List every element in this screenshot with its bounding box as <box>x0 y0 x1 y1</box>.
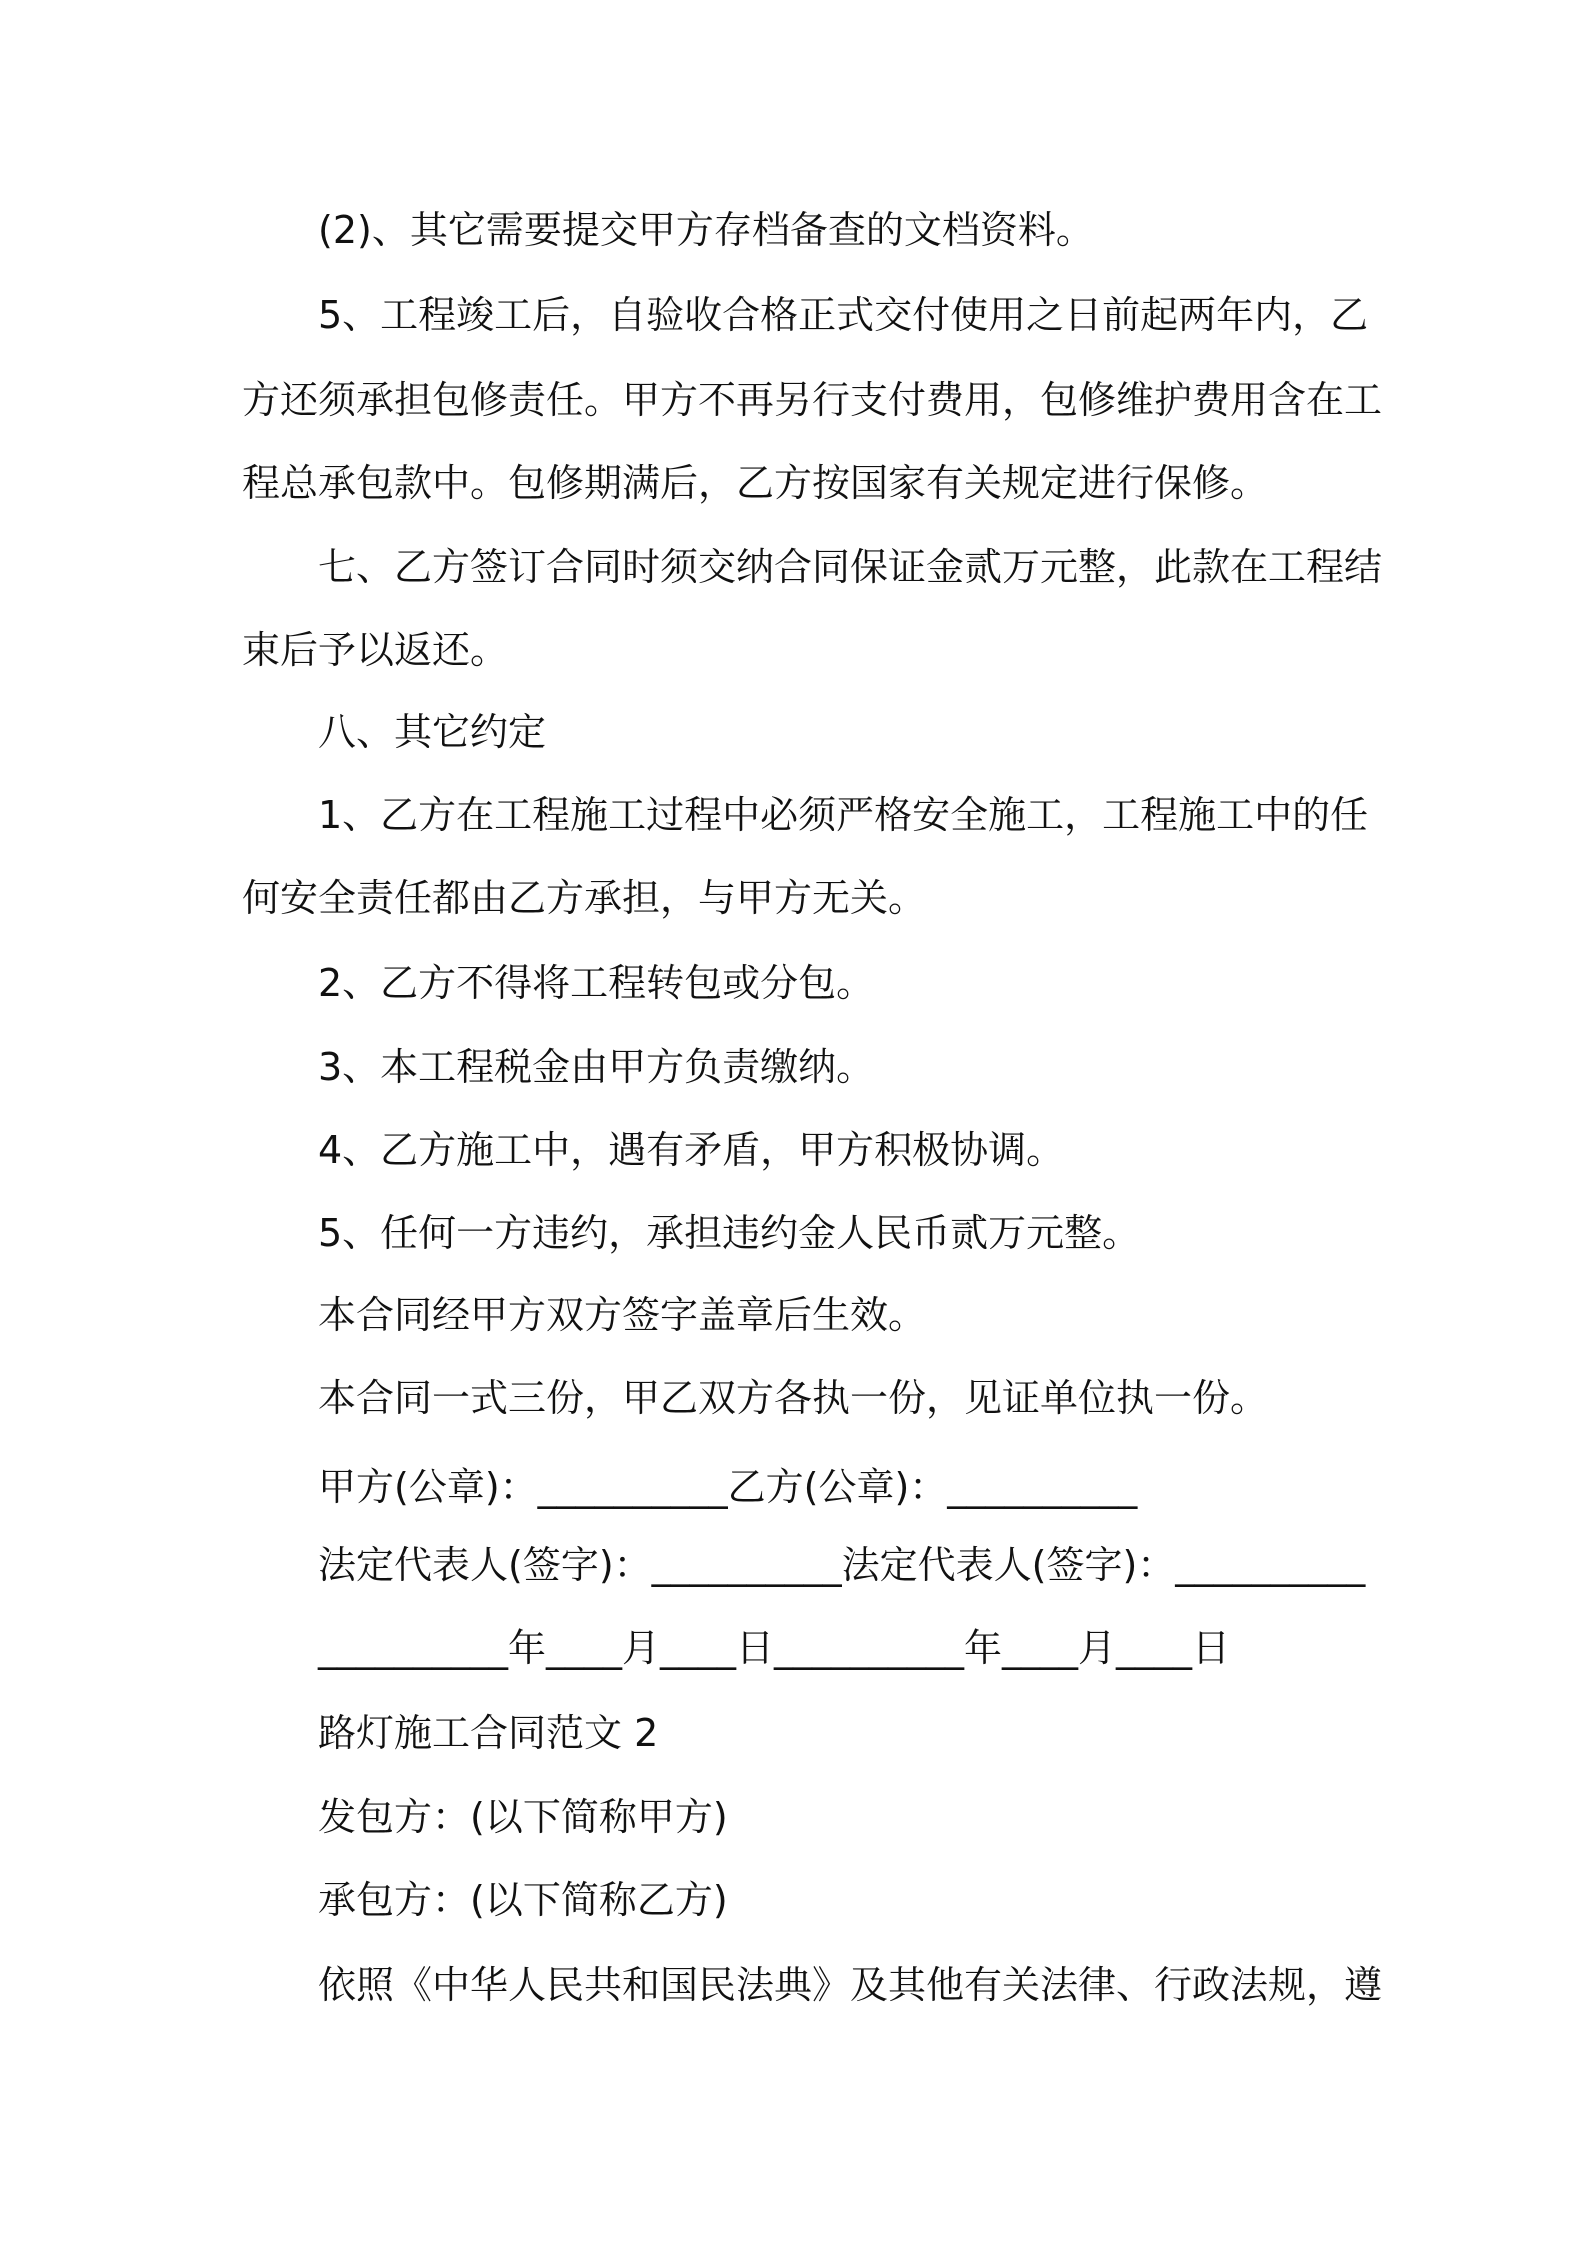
text-line-4: 程总承包款中。包修期满后，乙方按国家有关规定进行保修。 <box>242 461 1269 505</box>
text-line-11: 3、本工程税金由甲方负责缴纳。 <box>318 1045 875 1089</box>
text-line-8: 1、乙方在工程施工过程中必须严格安全施工，工程施工中的任 <box>318 793 1369 837</box>
signature-line-seal: 甲方(公章)：__________乙方(公章)：__________ <box>318 1465 1138 1509</box>
document-title-2: 路灯施工合同范文 2 <box>318 1711 659 1755</box>
text-line-9: 何安全责任都由乙方承担，与甲方无关。 <box>242 876 927 920</box>
text-line-12: 4、乙方施工中，遇有矛盾，甲方积极协调。 <box>318 1128 1065 1172</box>
party-a-line: 发包方：(以下简称甲方) <box>318 1795 728 1839</box>
party-b-line: 承包方：(以下简称乙方) <box>318 1878 728 1922</box>
text-line-15: 本合同一式三份，甲乙双方各执一份，见证单位执一份。 <box>318 1376 1269 1420</box>
text-line-3: 方还须承担包修责任。甲方不再另行支付费用，包修维护费用含在工 <box>242 378 1383 422</box>
text-line-1: (2)、其它需要提交甲方存档备查的文档资料。 <box>318 208 1094 252</box>
signature-line-representative: 法定代表人(签字)：__________法定代表人(签字)：__________ <box>318 1543 1366 1587</box>
text-line-2: 5、工程竣工后，自验收合格正式交付使用之日前起两年内，乙 <box>318 293 1369 337</box>
text-line-13: 5、任何一方违约，承担违约金人民币贰万元整。 <box>318 1211 1141 1255</box>
text-line-22: 依照《中华人民共和国民法典》及其他有关法律、行政法规，遵 <box>318 1963 1383 2007</box>
text-line-10: 2、乙方不得将工程转包或分包。 <box>318 961 875 1005</box>
text-line-5: 七、乙方签订合同时须交纳合同保证金贰万元整，此款在工程结 <box>318 545 1383 589</box>
date-line: __________年____月____日__________年____月____日 <box>318 1626 1231 1670</box>
text-line-6: 束后予以返还。 <box>242 628 509 672</box>
section-heading: 八、其它约定 <box>318 710 547 754</box>
text-line-14: 本合同经甲方双方签字盖章后生效。 <box>318 1293 927 1337</box>
